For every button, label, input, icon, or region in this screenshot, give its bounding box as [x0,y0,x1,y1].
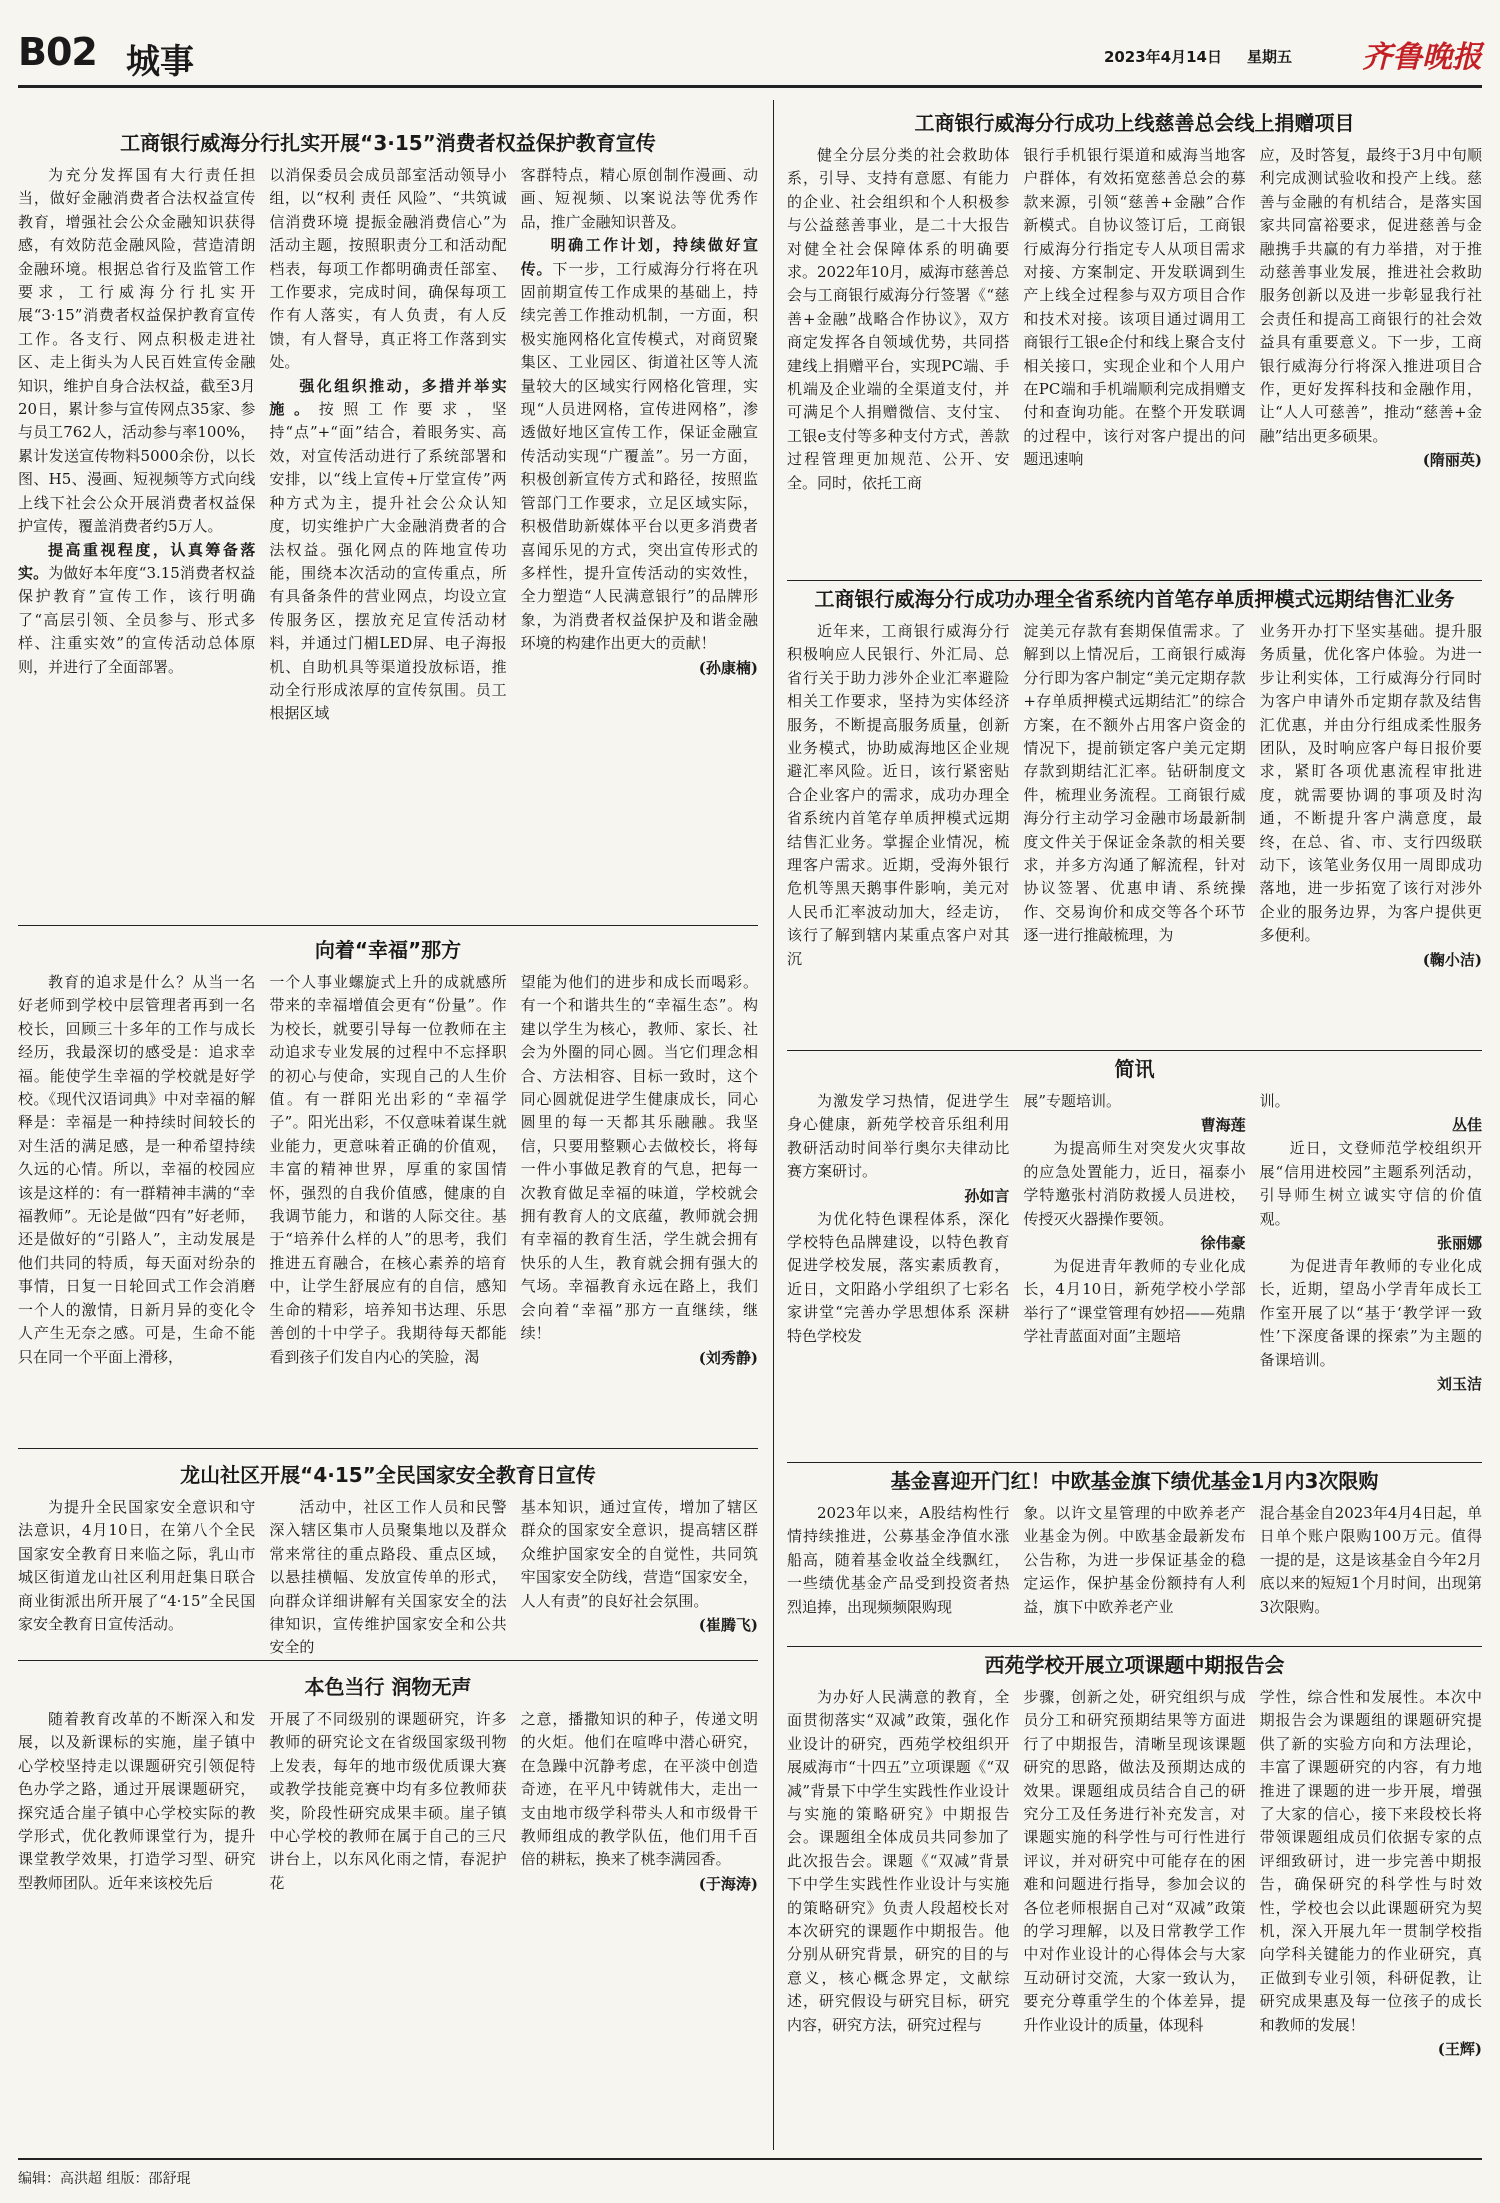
article-column: 为充分发挥国有大行责任担当，做好金融消费者合法权益宣传教育，增强社会公众金融知识获得感，有效防范金融风险，营造清朗金融环境。根据总省行及监管工作要求，工行威海分行扎实开展“3·15”消费者权益保护教育宣传工作。各支行、网点积极走进社区、走上街头为人民百姓宣传金融知识，维护自身合法权益，截至3月20日，累计参与宣传网点35家、参与员工762人，活动参与率100%，累计发送宣传物料5000余份，以长图、H5、漫画、短视频等方式向线上线下社会公众开展消费者权益保护宣传，覆盖消费者约5万人。 提高重视程度，认真筹备落实。为做好本年度“3.15消费者权益保护教育”宣传工作，该行明确了“高层引领、全员参与、形式多样、注重实效”的宣传活动总体原则，并进行了全面部署。 [18,166,256,676]
page-header [18,28,1482,88]
article-column: 展”专题培训。 曹海莲 为提高师生对突发火灾事故的应急处置能力，近日，福泰小学特邀张村消防救援人员进校，传授灭火器操作要领。 徐伟豪 为促进青年教师的专业化成长，4月10日，新苑学校小学部举行了“课堂管理有妙招——苑鼎学社青蓝面对面”主题培 [1023,1092,1246,1346]
article-title: 工商银行威海分行扎实开展“3·15”消费者权益保护教育宣传 [120,131,656,155]
article-title: 工商银行威海分行成功上线慈善总会线上捐赠项目 [914,111,1355,135]
article-xiyuan-school [787,1650,1482,2150]
article-column: 活动中，社区工作人员和民警深入辖区集市人员聚集地以及群众常来常往的重点路段、重点区域，以悬挂横幅、发放宣传单的形式，向群众详细讲解有关国家安全的法律知识，宣传维护国家安全和公共安全的 [269,1498,507,1657]
article-author: (王辉) [1437,2040,1482,2059]
article-column: 随着教育改革的不断深入和发展，以及新课标的实施，崖子镇中心学校坚持走以课题研究引领促特色办学之路，通过开展课题研究，探究适合崖子镇中心学校实际的教学形式，优化教师课堂行为，提升课堂教学效果，打造学习型、研究型教师团队。近年来该校先后 [18,1710,256,1892]
article-charity [787,108,1482,576]
issue-weekday: 星期五 [1246,48,1292,66]
article-column: 健全分层分类的社会救助体系，引导、支持有意愿、有能力的企业、社会组织和个人积极参与公益慈善事业，是二十大报告对健全社会保障体系的明确要求。2022年10月，威海市慈善总会与工商银行威海分行签署《“慈善+金融”战略合作协议》，双方商定发挥各自领域优势，共同搭建线上捐赠平台，实现PC端、手机端及企业端的全渠道支付，并可满足个人捐赠微信、支付宝、工银e支付等多种支付方式，善款过程管理更加规范、公开、安全。同时，依托工商 [787,146,1010,492]
article-column: 为办好人民满意的教育，全面贯彻落实“双减”政策，强化作业设计的研究，西苑学校组织开展威海市“十四五”立项课题《“双减”背景下中学生实践性作业设计与实施的策略研究》中期报告会。课题组全体成员共同参加了此次报告会。课题《“双减”背景下中学生实践性作业设计与实施的策略研究》负责人段超校长对本次研究的课题作中期报告。他分别从研究背景，研究的目的与意义，核心概念界定，文献综述，研究假设与研究目标，研究内容，研究方法，研究过程与 [787,1688,1010,2034]
article-title: 本色当行 润物无声 [304,1675,472,1699]
article-teaching [18,1672,758,2150]
newspaper-logo: 齐鲁晚报 [1362,40,1482,75]
article-column: 2023年以来，A股结构性行情持续推进，公募基金净值水涨船高，随着基金收益全线飘红，一些绩优基金产品受到投资者热烈追捧，出现频频限购现 [787,1504,1010,1616]
article-column: 以消保委员会成员部室活动领导小组，以“权利 责任 风险”、“共筑诚信消费环境 提振金融消费信心”为活动主题，按照职责分工和活动配档表，每项工作都明确责任部室、工作要求，完成时间，确保每项工作有人落实，有人负责，有人反馈，有人督导，真正将工作落到实处。 强化组织推动，多措并举实施。按照工作要求，坚持“点”+“面”结合，着眼务实、高效，对宣传活动进行了系统部署和安排，以“线上宣传+厅堂宣传”两种方式为主，提升社会公众认知度，切实维护广大金融消费者的合法权益。强化网点的阵地宣传功能，围绕本次活动的宣传重点，所有具备条件的营业网点，均设立宣传服务区，摆放充足宣传活动材料，并通过门楣LED屏、电子海报机、自助机具等渠道投放标语，推动全行形成浓厚的宣传氛围。员工根据区域 [269,166,507,723]
article-briefs [787,1054,1482,1464]
column-divider [773,100,774,2150]
article-consumer-rights [18,128,758,920]
article-column: 应，及时答复，最终于3月中旬顺利完成测试验收和投产上线。慈善与金融的有机结合，是落实国家共同富裕要求，促进慈善与金融携手共赢的有力举措，对于推动慈善事业发展，推进社会救助服务创新以及进一步彰显我行社会责任和提高工商银行的社会效益具有重要意义。下一步，工商银行威海分行将深入推进项目合作，更好发挥科技和金融作用，让“人人可慈善”，推动“慈善+金融”结出更多硕果。 (隋丽英) [1260,144,1482,574]
article-column: 开展了不同级别的课题研究，许多教师的研究论文在省级国家级刊物上发表，每年的地市级优质课大赛或教学技能竞赛中均有多位教师获奖，阶段性研究成果丰硕。崖子镇中心学校的教师在属于自己的三尺讲台上，以东风化雨之情，春泥护花 [269,1710,507,1892]
article-column: 为提升全民国家安全意识和守法意识，4月10日，在第八个全民国家安全教育日来临之际，乳山市城区街道龙山社区利用赶集日联合商业街派出所开展了“4·15”全民国家安全教育日宣传活动。 [18,1498,256,1634]
article-column: 一个人事业螺旋式上升的成就感所带来的幸福增值会更有“份量”。作为校长，就要引导每一位教师在主动追求专业发展的过程中不忘择职的初心与使命，实现自己的人生价值。有一群阳光出彩的“幸福学子”。阳光出彩，不仅意味着谋生就业能力，更意味着正确的价值观，丰富的精神世界，厚重的家国情怀，强烈的自我价值感，健康的自我调节能力，和谐的人际交往。基于“培养什么样的人”的思考，我们推进五育融合，在核心素养的培育中，让学生舒展应有的自信，感知生命的精彩，培养知书达理、乐思善创的十中学子。我期待每天都能看到孩子们发自内心的笑脸，渴 [269,973,507,1366]
page-footer [18,2158,1482,2188]
article-fund [787,1466,1482,1642]
article-author: (鞠小洁) [1422,950,1482,969]
article-author: (刘秀静) [698,1348,758,1367]
article-author: (崔腾飞) [698,1616,758,1635]
article-column: 混合基金自2023年4月4日起，单日单个账户限购100万元。值得一提的是，这是该基金自今年2月底以来的短短1个月时间，出现第3次限购。 [1259,1504,1482,1616]
article-column: 望能为他们的进步和成长而喝彩。有一个和谐共生的“幸福生态”。构建以学生为核心，教师、家长、社会为外圈的同心圆。当它们理念相合、方法相容、目标一致时，这个同心圆就促进学生健康成长，同心圆里的每一天都其乐融融。我坚信，只要用整颗心去做校长，将每一件小事做足教育的气息，把每一次教育做足幸福的味道，学校就会拥有教育人的文底蕴，教师就会拥有幸福的教育生活，学生就会拥有快乐的人生，教育就会拥有强大的气场。幸福教育永远在路上，我们会向着“幸福”那方一直继续，继续！ (刘秀静) [521,971,758,1441]
article-column: 教育的追求是什么？从当一名好老师到学校中层管理者再到一名校长，回顾三十多年的工作与成长经历，我最深切的感受是：追求幸福。能使学生幸福的学校就是好学校。《现代汉语词典》中对幸福的解释是：幸福是一种持续时间较长的对生活的满足感，是一种希望持续久远的心情。所以，幸福的校园应该是这样的：有一群精神丰满的“幸福教师”。无论是做“四有”好老师，还是做好的“引路人”，主动发展是他们共同的特质，每天面对纷杂的事情，日复一日轮回式工作会消磨一个人的激情，日新月异的变化令人产生无奈之感。可是，生命不能只在同一个平面上滑移， [18,973,256,1366]
article-column: 客群特点，精心原创制作漫画、动画、短视频、以案说法等优秀作品，推广金融知识普及。 明确工作计划，持续做好宣传。下一步，工行威海分行将在巩固前期宣传工作成果的基础上，持续完善工作推动机制，一方面，积极实施网格化宣传模式，对商贸聚集区、工业园区、街道社区等人流量较大的区域实行网格化管理，实现“人员进网格，宣传进网格”，渗透做好地区宣传工作，保证金融宣传活动实现“广覆盖”。另一方面，积极创新宣传方式和路径，按照监管部门工作要求，立足区域实际，积极借助新媒体平台以更多消费者喜闻乐见的方式，突出宣传形式的多样性，提升宣传活动的实效性，全力塑造“人民满意银行”的品牌形象，为消费者权益保护及和谐金融环境的构建作出更大的贡献！ (孙康楠) [521,164,758,920]
article-title: 西苑学校开展立项课题中期报告会 [984,1653,1285,1677]
article-column: 业务开办打下坚实基础。提升服务质量，优化客户体验。为进一步让利实体，工行威海分行同时为客户申请外币定期存款及结售汇优惠，并由分行组成柔性服务团队，及时响应客户每日报价要求，紧盯各项优惠流程审批进度，就需要协调的事项及时沟通，不断提升客户满意度，最终，在总、省、市、支行四级联动下，该笔业务仅用一周即成功落地，进一步拓宽了该行对涉外企业的服务边界，为客户提供更多便利。 (鞠小洁) [1260,620,1482,1044]
article-column: 象。以许文星管理的中欧养老产业基金为例。中欧基金最新发布公告称，为进一步保证基金的稳定运作，保护基金份额持有人利益，旗下中欧养老产业 [1023,1504,1246,1616]
article-title: 龙山社区开展“4·15”全民国家安全教育日宣传 [180,1463,596,1487]
article-author: (孙康楠) [698,658,758,677]
article-column: 之意，播撒知识的种子，传递文明的火炬。他们在喧哗中潜心研究，在急躁中沉静考虑，在平淡中创造奇迹，在平凡中铸就伟大，走出一支由地市级学科带头人和市级骨干教师组成的教学队伍，他们用千百倍的耕耘，换来了桃李满园香。 (于海涛) [521,1708,758,2148]
article-column: 淀美元存款有套期保值需求。了解到以上情况后，工商银行威海分行即为客户制定“美元定期存款+存单质押模式远期结汇”的综合方案，在不额外占用客户资金的情况下，提前锁定客户美元定期存款到期结汇汇率。钻研制度文件，梳理业务流程。工商银行威海分行主动学习金融市场最新制度文件关于保证金条款的相关要求，并多方沟通了解流程，针对协议签署、优惠申请、系统操作、交易询价和成交等各个环节逐一进行推敲梳理，为 [1023,622,1246,945]
article-title: 向着“幸福”那方 [314,938,462,962]
article-happiness [18,935,758,1443]
article-column: 为激发学习热情，促进学生身心健康，新苑学校音乐组利用教研活动时间举行奥尔夫律动比赛方案研讨。 孙如言 为优化特色课程体系，深化学校特色品牌建设，以特色教育促进学校发展，落实素质教育，近日，文阳路小学组织了七彩名家讲堂“完善办学思想体系 深耕特色学校发 [787,1092,1010,1345]
editor-credit: 编辑：高洪超 组版：邵舒琨 [18,2171,191,2187]
article-author: (隋丽英) [1422,451,1482,470]
article-title: 简讯 [1114,1057,1155,1081]
section-name: 城事 [126,42,194,82]
article-column: 学性，综合性和发展性。本次中期报告会为课题组的课题研究提供了新的实验方向和方法理论，丰富了课题研究的内容，有力地推进了课题的进一步开展，增强了大家的信心，接下来段校长将带领课题组成员们依据专家的点评细致研讨，进一步完善中期报告，确保研究的科学性与时效性，学校也会以此课题研究为契机，深入开展九年一贯制学校指向学科关键能力的作业研究，真正做到专业引领，科研促教，让研究成果惠及每一位孩子的成长和教师的发展！ (王辉) [1260,1686,1482,2148]
article-column: 基本知识，通过宣传，增加了辖区群众的国家安全意识，提高辖区群众维护国家安全的自觉性，共同筑牢国家安全防线，营造“国家安全，人人有责”的良好社会氛围。 (崔腾飞) [521,1496,758,1796]
article-column: 训。 丛佳 近日，文登师范学校组织开展“信用进校园”主题系列活动，引导师生树立诚实守信的价值观。 张丽娜 为促进青年教师的专业化成长，近期，望岛小学青年成长工作室开展了以“基于‘教学评一致性’下深度备课的探索”为主题的备课培训。 刘玉洁 [1259,1092,1482,1394]
article-forex [787,584,1482,1046]
issue-date: 2023年4月14日 [1103,48,1222,66]
page-number: B02 [18,30,97,74]
article-author: (于海涛) [698,1874,758,1893]
article-title: 基金喜迎开门红！中欧基金旗下绩优基金1月内3次限购 [890,1469,1379,1493]
article-column: 近年来，工商银行威海分行积极响应人民银行、外汇局、总省行关于助力涉外企业汇率避险相关工作要求，坚持为实体经济服务，不断提高服务质量，创新业务模式，协助威海地区企业规避汇率风险。近日，该行紧密贴合企业客户的需求，成功办理全省系统内首笔存单质押模式远期结售汇业务。掌握企业情况，梳理客户需求。近期，受海外银行危机等黑天鹅事件影响，美元对人民币汇率波动加大，经走访，该行了解到辖内某重点客户对其沉 [787,622,1010,968]
article-title: 工商银行威海分行成功办理全省系统内首笔存单质押模式远期结售汇业务 [814,587,1455,611]
article-column: 步骤，创新之处，研究组织与成员分工和研究预期结果等方面进行了中期报告，清晰呈现该课题研究的思路，做法及预期达成的效果。课题组成员结合自己的研究分工及任务进行补充发言，对课题实施的科学性与可行性进行评议，并对研究中可能存在的困难和问题进行指导，参加会议的各位老师根据自己对“双减”政策的学习理解，以及日常教学工作中对作业设计的心得体会与大家互动研讨交流，大家一致认为，要充分尊重学生的个体差异，提升作业设计的质量，体现科 [1023,1688,1246,2034]
article-column: 银行手机银行渠道和威海当地客户群体，有效拓宽慈善总会的募款来源，引领“慈善+金融”合作新模式。自协议签订后，工商银行威海分行指定专人从项目需求对接、方案制定、开发联调到生产上线全过程参与双方项目合作和技术对接。该项目通过调用工商银行工银e企付和线上聚合支付相关接口，实现企业和个人用户在PC端和手机端顺利完成捐赠支付和查询功能。在整个开发联调的过程中，该行对客户提出的问题迅速响 [1023,146,1246,469]
